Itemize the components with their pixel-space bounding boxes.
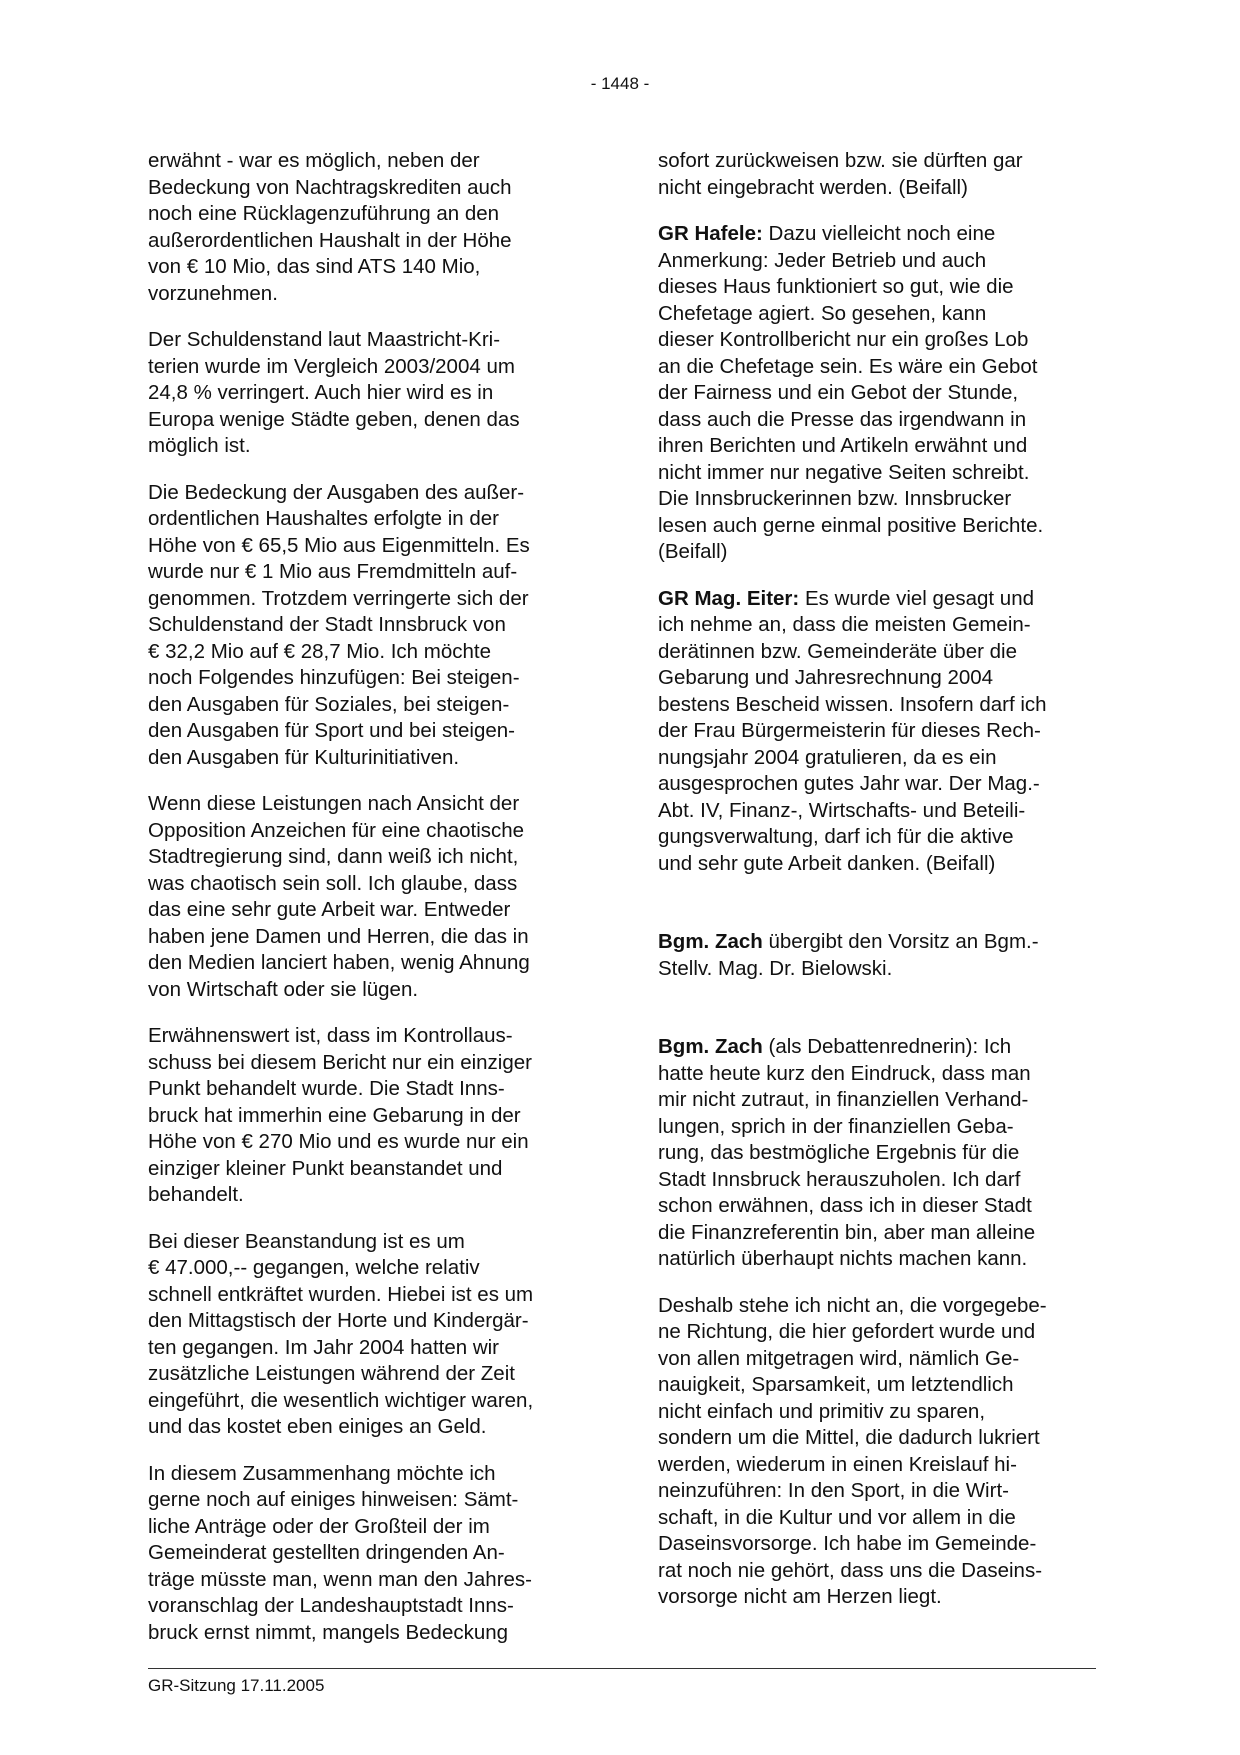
paragraph-text: Deshalb stehe ich nicht an, die vorgegebe- ne Richtung, die hier gefordert wurde und von allen mitgetragen wird, nämlich Ge- nauigkeit, Sparsamkeit, um letztendlich nicht einfach und primitiv zu sparen, sondern um die Mittel, die dadurch lukriert werden, wiederum in einen Kreislauf hi- neinzuführen: In den Sport, in die Wirt- schaft, in die Kultur und vor allem in die Daseinsvorsorge. Ich habe im Gemeinde- rat noch nie gehört, dass uns die Daseins- vorsorge nicht am Herzen liegt. (658, 1293, 1047, 1608)
speaker-name: GR Mag. Eiter: (658, 586, 800, 610)
speech-text: (als Debattenrednerin): Ich hatte heute kurz den Eindruck, dass man mir nicht zutraut, in finanziellen Verhand- lungen, sprich in der finanziellen Geba- rung, das bestmögliche Ergebnis für die Stadt Innsbruck herauszuholen. Ich darf schon erwähnen, dass ich in dieser Stadt die Finanzreferentin bin, aber man alleine natürlich überhaupt nichts machen kann. (658, 1035, 1036, 1270)
left-column (148, 148, 588, 1666)
paragraph (658, 148, 1098, 201)
paragraph (658, 1293, 1098, 1611)
page-number: - 1448 - (590, 74, 650, 93)
procedural-note (658, 929, 1098, 982)
right-column (658, 148, 1098, 1631)
speech-paragraph (658, 586, 1098, 878)
paragraph: Bei dieser Beanstandung ist es um € 47.000,-- gegangen, welche relativ schnell entkräftet wurden. Hiebei ist es um den Mittagstisch der Horte und Kindergär- ten gegangen. Im Jahr 2004 hatten wir zusätzliche Leistungen während der Zeit eingeführt, die wesentlich wichtiger waren, und das kostet eben einiges an Geld. (148, 1229, 534, 1438)
paragraph-text: sofort zurückweisen bzw. sie dürften gar nicht eingebracht werden. (Beifall) (658, 149, 1023, 199)
footer-divider (148, 1668, 1096, 1669)
paragraph: Der Schuldenstand laut Maastricht-Kri- terien wurde im Vergleich 2003/2004 um 24,8 % verringert. Auch hier wird es in Europa wenige Städte geben, denen das möglich ist. (148, 328, 520, 457)
speech-text: Es wurde viel gesagt und ich nehme an, dass die meisten Gemein- derätinnen bzw. Gemeinderäte über die Gebarung und Jahresrechnung 2004 bestens Bescheid wissen. Insofern darf ich der Frau Bürgermeisterin für dieses Rech- nungsjahr 2004 gratulieren, da es ein ausgesprochen gutes Jahr war. Der Mag.- Abt. IV, Finanz-, Wirtschafts- und Beteili- gungsverwaltung, darf ich für die aktive und sehr gute Arbeit danken. (Beifall) (658, 586, 1047, 875)
paragraph: Wenn diese Leistungen nach Ansicht der Opposition Anzeichen für eine chaotische Stadtregierung sind, dann weiß ich nicht, was chaotisch sein soll. Ich glaube, dass das eine sehr gute Arbeit war. Entweder haben jene Damen und Herren, die das in den Medien lanciert haben, wenig Ahnung von Wirtschaft oder sie lügen. (148, 792, 530, 1001)
speaker-name: GR Hafele: (658, 222, 763, 245)
speech-paragraph (658, 1034, 1098, 1273)
footer-session-date: GR-Sitzung 17.11.2005 (148, 1676, 325, 1695)
speech-text: Dazu vielleicht noch eine Anmerkung: Jeder Betrieb und auch dieses Haus funktioniert so gut, wie die Chefetage agiert. So gesehen, kann dieser Kontrollbericht nur ein großes Lob an die Chefetage sein. Es wäre ein Gebot der Fairness und ein Gebot der Stunde, dass auch die Presse das irgendwann in ihren Berichten und Artikeln erwähnt und nicht immer nur negative Seiten schreibt. Die Innsbruckerinnen bzw. Innsbrucker lesen auch gerne einmal positive Berichte. (Beifall) (658, 222, 1044, 563)
paragraph: Die Bedeckung der Ausgaben des außer- ordentlichen Haushaltes erfolgte in der Höhe von € 65,5 Mio aus Eigenmitteln. Es wurde nur € 1 Mio aus Fremdmitteln auf- genommen. Trotzdem verringerte sich der Schuldenstand der Stadt Innsbruck von € 32,2 Mio auf € 28,7 Mio. Ich möchte noch Folgendes hinzufügen: Bei steigen- den Ausgaben für Soziales, bei steigen- den Ausgaben für Sport und bei steigen- den Ausgaben für Kulturinitiativen. (148, 480, 530, 769)
speech-paragraph (658, 221, 1098, 566)
paragraph: In diesem Zusammenhang möchte ich gerne noch auf einiges hinweisen: Sämt- liche Anträge oder der Großteil der im Gemeinderat gestellten dringenden An- träge müsste man, wenn man den Jahres- voranschlag der Landeshauptstadt Inns- bruck ernst nimmt, mangels Bedeckung (148, 1461, 532, 1644)
paragraph: erwähnt - war es möglich, neben der Bedeckung von Nachtragskrediten auch noch eine Rücklagenzuführung an den außerordentlichen Haushalt in der Höhe von € 10 Mio, das sind ATS 140 Mio, vorzunehmen. (148, 149, 512, 305)
speaker-name: Bgm. Zach (658, 1035, 763, 1058)
paragraph: Erwähnenswert ist, dass im Kontrollaus- schuss bei diesem Bericht nur ein einziger Punkt behandelt wurde. Die Stadt Inns- bruck hat immerhin eine Gebarung in der Höhe von € 270 Mio und es wurde nur ein einziger kleiner Punkt beanstandet und behandelt. (148, 1024, 532, 1206)
speaker-name: Bgm. Zach (658, 930, 763, 953)
note-text: übergibt den Vorsitz an Bgm.- Stellv. Mag. Dr. Bielowski. (658, 930, 1039, 980)
